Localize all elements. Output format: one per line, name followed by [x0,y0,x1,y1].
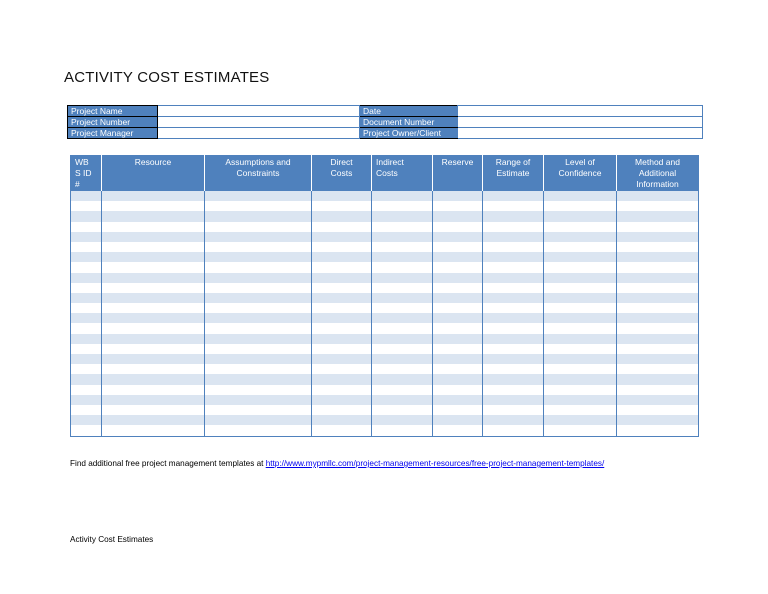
table-cell[interactable] [544,354,617,364]
table-cell[interactable] [544,364,617,374]
table-cell[interactable] [433,232,483,242]
table-cell[interactable] [617,415,699,425]
table-cell[interactable] [71,405,102,415]
table-cell[interactable] [205,273,312,283]
table-cell[interactable] [483,425,544,436]
table-row [71,303,699,313]
table-cell[interactable] [71,395,102,405]
table-cell[interactable] [312,334,372,344]
column-header: Reserve [433,155,483,191]
table-cell[interactable] [102,232,205,242]
table-cell[interactable] [312,283,372,293]
info-label: Document Number [360,117,458,128]
table-cell[interactable] [312,252,372,262]
table-cell[interactable] [205,364,312,374]
table-cell[interactable] [617,405,699,415]
table-cell[interactable] [433,211,483,221]
table-cell[interactable] [544,385,617,395]
table-cell[interactable] [102,191,205,201]
table-cell[interactable] [372,354,433,364]
table-row [71,415,699,425]
table-cell[interactable] [312,211,372,221]
table-cell[interactable] [544,323,617,333]
table-cell[interactable] [205,211,312,221]
table-row [71,323,699,333]
table-cell[interactable] [102,303,205,313]
column-header: Method and Additional Information [617,155,699,191]
table-cell[interactable] [617,313,699,323]
table-cell[interactable] [71,232,102,242]
table-cell[interactable] [483,252,544,262]
table-cell[interactable] [617,293,699,303]
table-cell[interactable] [372,303,433,313]
table-row [71,374,699,384]
column-header: Resource [102,155,205,191]
table-cell[interactable] [617,354,699,364]
table-cell[interactable] [312,293,372,303]
table-cell[interactable] [617,242,699,252]
table-cell[interactable] [617,283,699,293]
table-cell[interactable] [544,242,617,252]
table-cell[interactable] [372,242,433,252]
table-cell[interactable] [544,313,617,323]
table-cell[interactable] [433,262,483,272]
table-cell[interactable] [312,242,372,252]
table-cell[interactable] [71,364,102,374]
table-cell[interactable] [71,252,102,262]
table-cell[interactable] [617,191,699,201]
table-row [71,252,699,262]
table-row [71,354,699,364]
table-cell[interactable] [483,232,544,242]
table-cell[interactable] [102,262,205,272]
table-cell[interactable] [617,211,699,221]
table-cell[interactable] [617,385,699,395]
table-cell[interactable] [483,344,544,354]
table-cell[interactable] [433,334,483,344]
table-cell[interactable] [617,262,699,272]
table-cell[interactable] [312,344,372,354]
table-cell[interactable] [205,283,312,293]
table-cell[interactable] [433,374,483,384]
table-row [71,293,699,303]
info-row [68,106,703,117]
table-cell[interactable] [312,405,372,415]
table-cell[interactable] [483,262,544,272]
table-cell[interactable] [617,364,699,374]
table-cell[interactable] [102,252,205,262]
table-row [71,262,699,272]
table-row [71,273,699,283]
table-cell[interactable] [71,211,102,221]
table-cell[interactable] [372,222,433,232]
info-row [68,117,703,128]
table-cell[interactable] [544,405,617,415]
table-cell[interactable] [372,385,433,395]
table-cell[interactable] [71,262,102,272]
templates-link[interactable]: http://www.mypmllc.com/project-management-resources/free-project-management-templates/ [265,459,605,468]
table-cell[interactable] [71,425,102,436]
table-row [71,395,699,405]
column-header: Range of Estimate [483,155,544,191]
table-cell[interactable] [544,252,617,262]
table-cell[interactable] [312,191,372,201]
page-title: ACTIVITY COST ESTIMATES [64,69,270,86]
table-row [71,191,699,201]
table-cell[interactable] [71,313,102,323]
table-cell[interactable] [433,293,483,303]
table-cell[interactable] [372,323,433,333]
info-value-field[interactable] [458,106,703,117]
templates-note [70,459,604,468]
table-cell[interactable] [71,334,102,344]
table-cell[interactable] [205,395,312,405]
table-cell[interactable] [71,283,102,293]
table-cell[interactable] [372,395,433,405]
table-cell[interactable] [205,313,312,323]
cost-estimates-table [70,155,699,437]
table-cell[interactable] [372,273,433,283]
table-cell[interactable] [205,415,312,425]
table-row [71,344,699,354]
table-cell[interactable] [205,334,312,344]
table-cell[interactable] [544,425,617,436]
table-cell[interactable] [483,313,544,323]
table-cell[interactable] [71,222,102,232]
table-cell[interactable] [544,232,617,242]
table-cell[interactable] [102,211,205,221]
table-row [71,242,699,252]
table-cell[interactable] [372,374,433,384]
table-cell[interactable] [102,415,205,425]
table-cell[interactable] [483,385,544,395]
table-cell[interactable] [372,201,433,211]
table-cell[interactable] [205,354,312,364]
table-cell[interactable] [312,303,372,313]
table-cell[interactable] [312,232,372,242]
table-cell[interactable] [71,415,102,425]
table-cell[interactable] [102,323,205,333]
table-cell[interactable] [617,374,699,384]
table-cell[interactable] [372,262,433,272]
table-cell[interactable] [483,211,544,221]
table-cell[interactable] [372,405,433,415]
info-value-field[interactable] [458,117,703,128]
table-cell[interactable] [102,273,205,283]
table-cell[interactable] [483,323,544,333]
table-cell[interactable] [205,303,312,313]
table-cell[interactable] [617,201,699,211]
table-cell[interactable] [102,334,205,344]
table-cell[interactable] [544,283,617,293]
table-cell[interactable] [483,395,544,405]
table-cell[interactable] [617,273,699,283]
info-value-field[interactable] [458,128,703,139]
table-cell[interactable] [312,262,372,272]
table-cell[interactable] [205,374,312,384]
table-cell[interactable] [544,211,617,221]
info-label: Date [360,106,458,117]
table-cell[interactable] [312,425,372,436]
table-cell[interactable] [312,385,372,395]
table-cell[interactable] [433,344,483,354]
table-cell[interactable] [372,283,433,293]
table-row [71,334,699,344]
table-cell[interactable] [102,242,205,252]
table-cell[interactable] [205,191,312,201]
table-cell[interactable] [372,232,433,242]
table-cell[interactable] [372,252,433,262]
table-cell[interactable] [433,222,483,232]
info-label: Project Manager [68,128,158,139]
table-cell[interactable] [483,283,544,293]
table-cell[interactable] [433,364,483,374]
table-cell[interactable] [617,252,699,262]
table-cell[interactable] [544,262,617,272]
info-label: Project Owner/Client [360,128,458,139]
table-cell[interactable] [71,273,102,283]
column-header: Direct Costs [312,155,372,191]
table-row [71,283,699,293]
table-cell[interactable] [205,323,312,333]
table-cell[interactable] [102,374,205,384]
table-cell[interactable] [433,323,483,333]
table-cell[interactable] [617,323,699,333]
table-row [71,405,699,415]
templates-note-text: Find additional free project management templates at [70,459,266,468]
info-label: Project Name [68,106,158,117]
table-cell[interactable] [433,303,483,313]
table-cell[interactable] [312,354,372,364]
table-cell[interactable] [102,293,205,303]
table-cell[interactable] [617,395,699,405]
table-cell[interactable] [544,303,617,313]
table-row [71,232,699,242]
column-header: Level of Confidence [544,155,617,191]
table-cell[interactable] [71,303,102,313]
table-cell[interactable] [205,425,312,436]
table-cell[interactable] [205,344,312,354]
table-cell[interactable] [544,334,617,344]
table-row [71,425,699,436]
table-cell[interactable] [372,344,433,354]
table-cell[interactable] [544,415,617,425]
table-cell[interactable] [433,242,483,252]
table-cell[interactable] [102,425,205,436]
table-cell[interactable] [433,415,483,425]
table-cell[interactable] [205,201,312,211]
table-cell[interactable] [433,273,483,283]
table-cell[interactable] [483,293,544,303]
table-cell[interactable] [312,201,372,211]
table-cell[interactable] [312,222,372,232]
table-cell[interactable] [483,415,544,425]
table-cell[interactable] [205,252,312,262]
table-cell[interactable] [483,273,544,283]
table-cell[interactable] [433,283,483,293]
table-cell[interactable] [205,293,312,303]
table-cell[interactable] [372,313,433,323]
table-cell[interactable] [617,303,699,313]
table-cell[interactable] [483,334,544,344]
table-cell[interactable] [102,354,205,364]
table-cell[interactable] [102,222,205,232]
table-cell[interactable] [312,273,372,283]
column-header: Indirect Costs [372,155,433,191]
table-cell[interactable] [102,313,205,323]
table-cell[interactable] [617,344,699,354]
table-cell[interactable] [433,385,483,395]
table-cell[interactable] [372,211,433,221]
table-cell[interactable] [617,334,699,344]
table-row [71,211,699,221]
table-cell[interactable] [544,222,617,232]
column-header: Assumptions and Constraints [205,155,312,191]
info-value-field[interactable] [158,128,360,139]
table-cell[interactable] [544,293,617,303]
table-cell[interactable] [372,334,433,344]
table-cell[interactable] [372,415,433,425]
table-header-row [71,155,699,191]
table-cell[interactable] [205,262,312,272]
table-cell[interactable] [372,364,433,374]
table-cell[interactable] [71,242,102,252]
table-cell[interactable] [102,364,205,374]
table-row [71,222,699,232]
table-cell[interactable] [483,374,544,384]
table-cell[interactable] [483,242,544,252]
table-row [71,385,699,395]
table-cell[interactable] [102,344,205,354]
table-cell[interactable] [372,293,433,303]
table-cell[interactable] [205,232,312,242]
table-row [71,313,699,323]
table-cell[interactable] [312,364,372,374]
table-cell[interactable] [71,344,102,354]
info-row [68,128,703,139]
table-cell[interactable] [312,395,372,405]
table-row [71,364,699,374]
info-label: Project Number [68,117,158,128]
table-cell[interactable] [71,323,102,333]
table-cell[interactable] [544,201,617,211]
table-cell[interactable] [312,313,372,323]
table-cell[interactable] [617,232,699,242]
table-cell[interactable] [102,395,205,405]
table-cell[interactable] [617,222,699,232]
table-cell[interactable] [544,374,617,384]
table-cell[interactable] [433,252,483,262]
table-cell[interactable] [102,201,205,211]
table-cell[interactable] [71,354,102,364]
table-cell[interactable] [544,273,617,283]
table-cell[interactable] [312,415,372,425]
table-cell[interactable] [312,323,372,333]
table-cell[interactable] [71,191,102,201]
table-cell[interactable] [433,405,483,415]
info-value-field[interactable] [158,106,360,117]
table-cell[interactable] [205,385,312,395]
table-cell[interactable] [544,191,617,201]
table-cell[interactable] [102,385,205,395]
table-cell[interactable] [71,374,102,384]
info-value-field[interactable] [158,117,360,128]
table-cell[interactable] [433,354,483,364]
table-cell[interactable] [544,344,617,354]
table-cell[interactable] [372,425,433,436]
table-cell[interactable] [433,425,483,436]
table-cell[interactable] [205,405,312,415]
table-cell[interactable] [483,222,544,232]
table-row [71,201,699,211]
column-header: WB S ID # [71,155,102,191]
table-cell[interactable] [71,385,102,395]
page-footer: Activity Cost Estimates [70,535,154,544]
table-cell[interactable] [433,313,483,323]
table-cell[interactable] [433,191,483,201]
project-info-table [67,105,703,139]
table-cell[interactable] [205,222,312,232]
table-cell[interactable] [483,191,544,201]
table-cell[interactable] [483,405,544,415]
table-cell[interactable] [544,395,617,405]
table-cell[interactable] [483,354,544,364]
table-cell[interactable] [102,405,205,415]
table-cell[interactable] [71,293,102,303]
table-cell[interactable] [433,201,483,211]
table-cell[interactable] [617,425,699,436]
table-cell[interactable] [71,201,102,211]
table-cell[interactable] [483,201,544,211]
table-cell[interactable] [205,242,312,252]
table-cell[interactable] [483,303,544,313]
table-cell[interactable] [102,283,205,293]
table-cell[interactable] [312,374,372,384]
table-cell[interactable] [372,191,433,201]
table-cell[interactable] [433,395,483,405]
table-cell[interactable] [483,364,544,374]
